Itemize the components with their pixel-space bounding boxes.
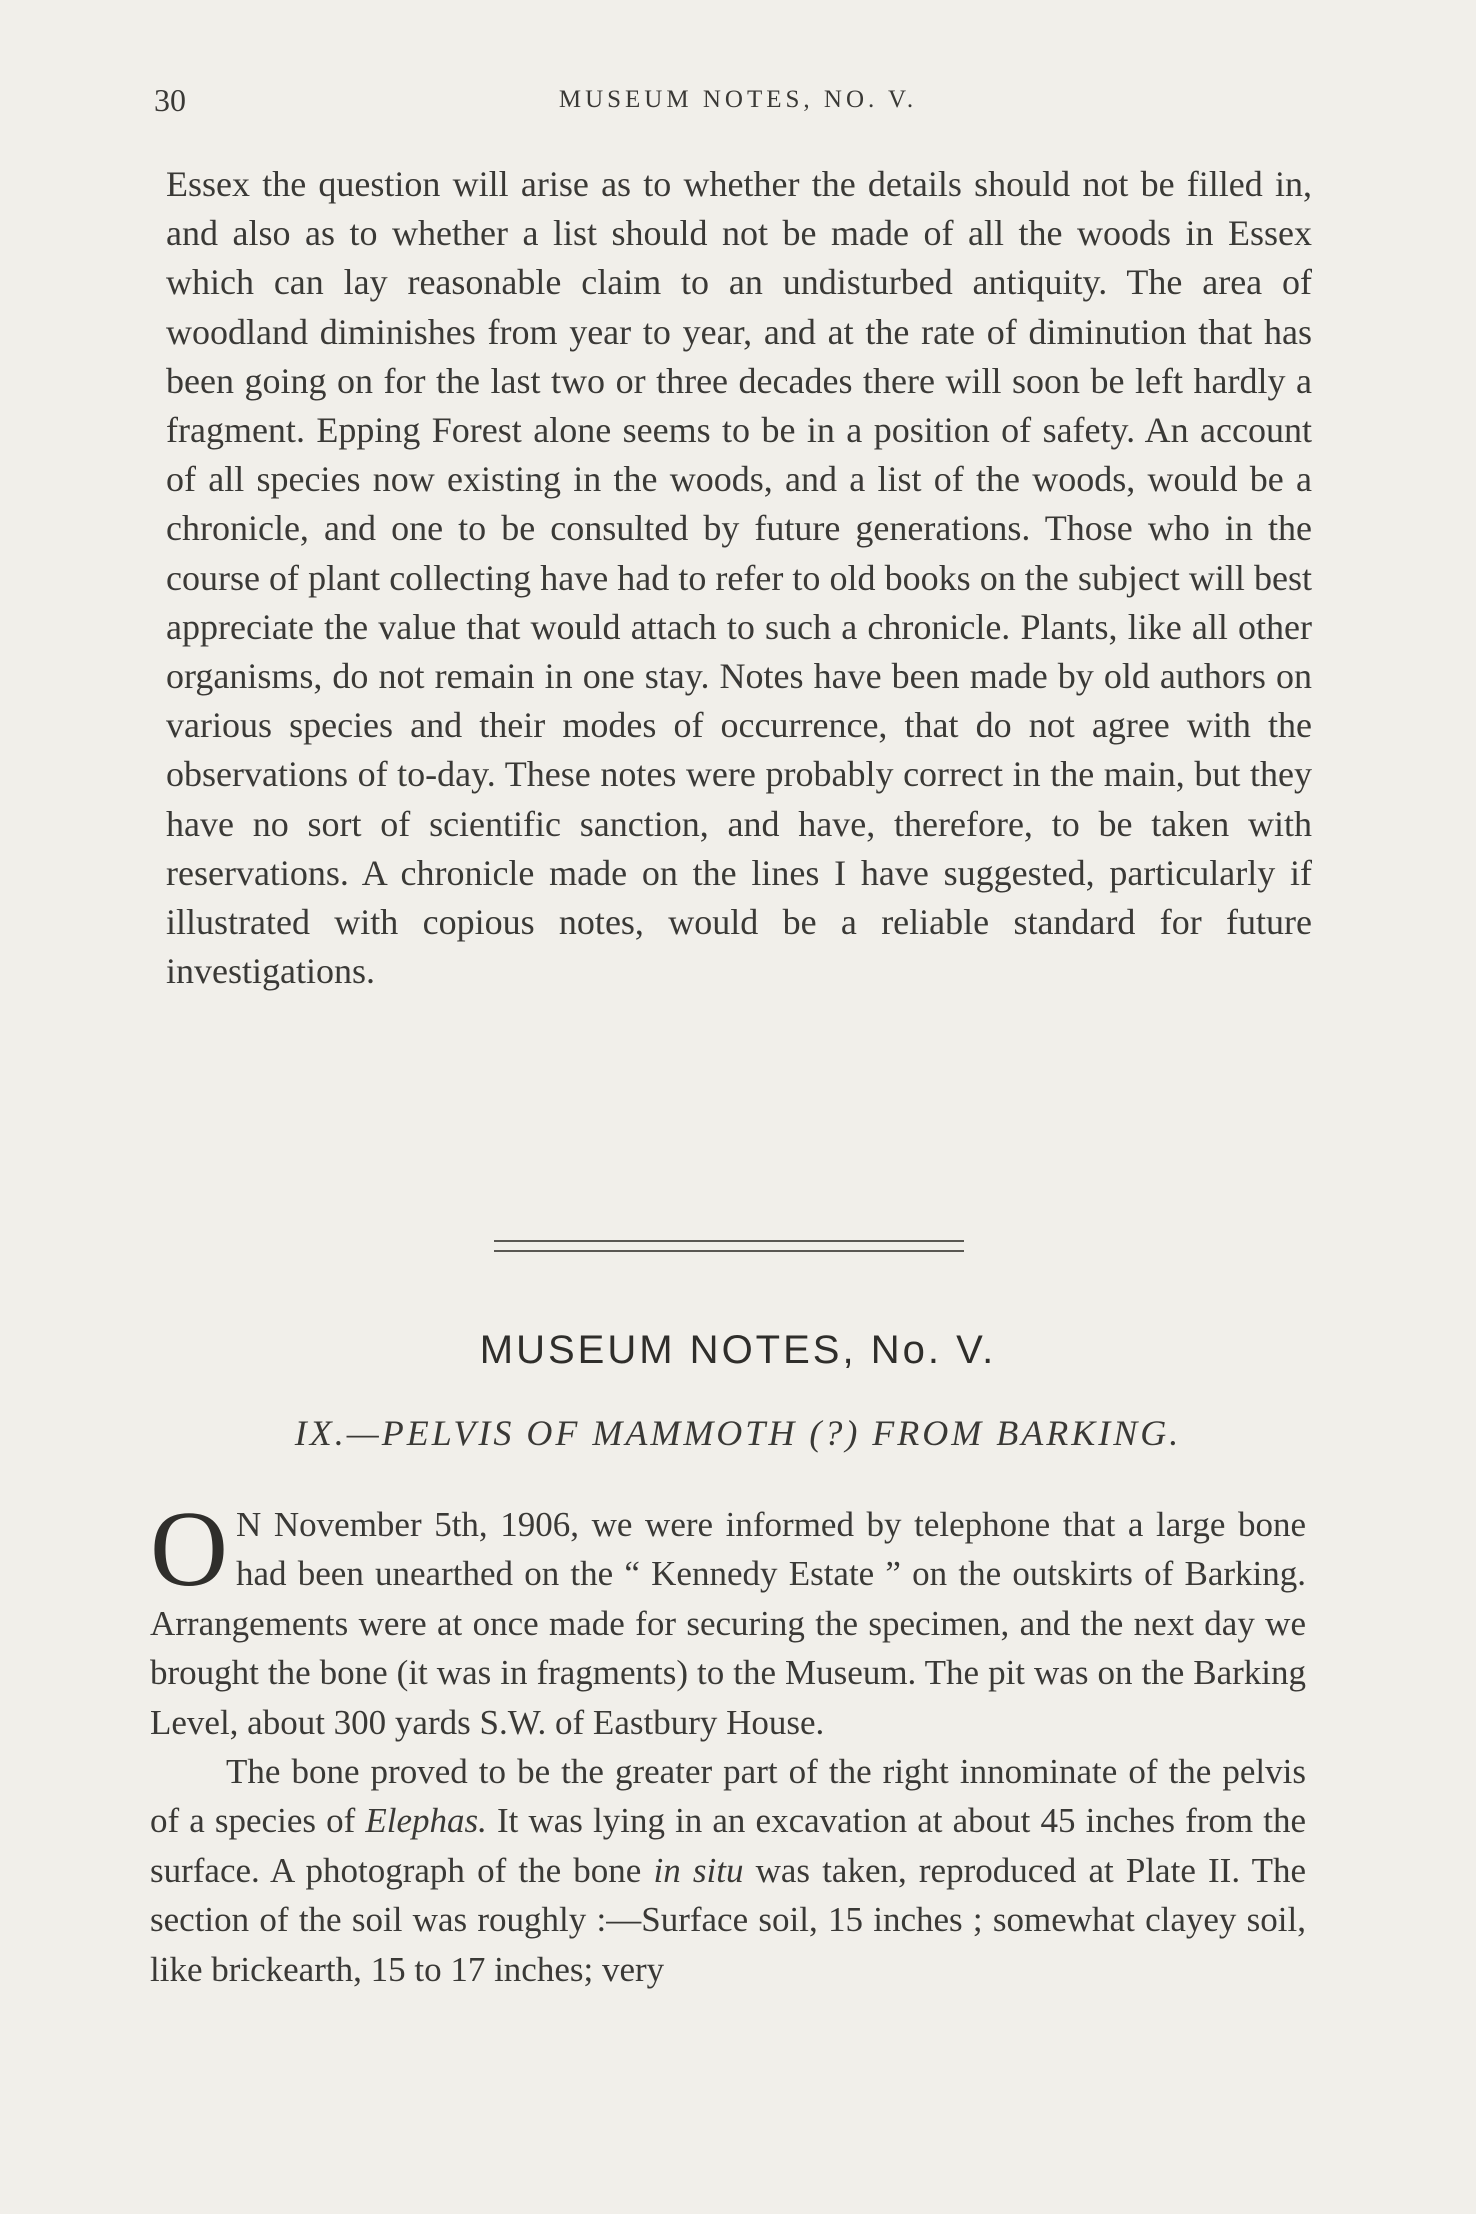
paragraph-2-text-c: was taken, reproduced at Plate II. The section of the soil was roughly :—Surface soil, 15 inches ; somewhat clayey soil, like brickearth, 15 to 17 inches; very: [150, 1850, 1307, 1989]
running-head: [0, 82, 1476, 122]
continued-paragraph: Essex the question will arise as to whether the details should not be filled in, and also as to whether a list should not be made of all the woods in Essex which can lay reasonable claim to an undisturbed antiquity. The area of woodland diminishes from year to year, and at the rate of diminution that has been going on for the last two or three decades there will soon be left hardly a fragment. Epping Forest alone seems to be in a position of safety. An account of all species now existing in the woods, and a list of the woods, would be a chronicle, and one to be consulted by future generations. Those who in the course of plant collecting have had to refer to old books on the subject will best appreciate the value that would attach to such a chronicle. Plants, like all other organisms, do not remain in one stay. Notes have been made by old authors on various species and their modes of occurrence, that do not agree with the observations of to-day. These notes were probably correct in the main, but they have no sort of scientific sanction, and have, therefore, to be taken with reservations. A chronicle made on the lines I have suggested, particularly if illustrated with copious notes, would be a reliable standard for future investigations.: [166, 164, 1312, 992]
running-head-title: MUSEUM NOTES, NO. V.: [558, 86, 918, 113]
section-paragraph-1: [150, 1490, 1306, 1747]
continued-text-block: [166, 160, 1312, 996]
section-title: MUSEUM NOTES, No. V.: [479, 1328, 997, 1372]
page-number: 30: [154, 82, 186, 118]
paragraph-1-text: N November 5th, 1906, we were informed by telephone that a large bone had been unearthed on the “ Kennedy Estate ” on the outskirts of Barking. Arrangements were at once made for securing the specimen, and the next day we brought the bone (it was in fragments) to the Museum. The pit was on the Barking Level, about 300 yards S.W. of Eastbury House.: [150, 1505, 1306, 1742]
section-text-block: [150, 1490, 1307, 1994]
section-divider-rule: [494, 1240, 964, 1252]
genus-elephas: Elephas.: [365, 1801, 487, 1841]
section-paragraph-2: [150, 1747, 1306, 1994]
drop-cap-letter: O: [150, 1490, 228, 1609]
paragraph-2-text-b: It was lying in an excavation at about 45 inches from the surface. A photograph of the bone: [150, 1801, 1306, 1890]
in-situ-phrase: in situ: [653, 1850, 744, 1890]
section-subtitle: IX.—PELVIS OF MAMMOTH (?) FROM BARKING.: [294, 1413, 1182, 1453]
paragraph-2-text-a: The bone proved to be the greater part of the right innominate of the pelvis of a species of: [150, 1752, 1306, 1841]
